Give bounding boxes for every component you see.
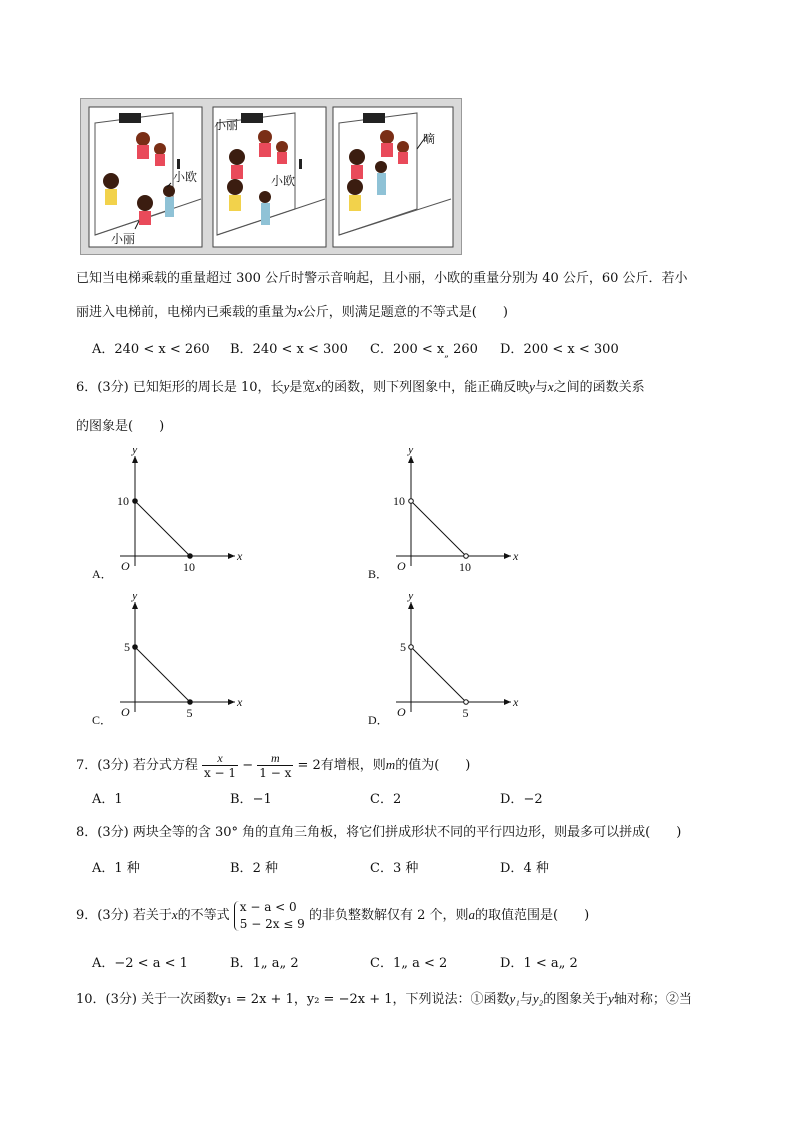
q8-option-b[interactable]: B．2 种 bbox=[230, 861, 278, 876]
origin-label: O bbox=[397, 559, 406, 573]
y-tick-label: 10 bbox=[117, 494, 129, 508]
x-tick-label: 5 bbox=[462, 706, 469, 720]
y-axis-arrow bbox=[132, 602, 138, 609]
endpoint-x bbox=[188, 700, 193, 705]
q8-option-a[interactable]: A．1 种 bbox=[92, 861, 140, 876]
comic-panel-1 bbox=[89, 107, 202, 247]
y-tick-label: 5 bbox=[400, 640, 406, 654]
x-axis-label: x bbox=[237, 549, 243, 563]
panel1-label-ou: 小欧 bbox=[173, 170, 198, 184]
endpoint-y bbox=[409, 499, 414, 504]
q6-line1: 6．(3分) 已知矩形的周长是 10，长y是宽x的函数，则下列图象中，能正确反映y与x之间的函数关系 bbox=[76, 379, 645, 395]
q5-option-c[interactable]: C．$200 < x_„$ 260 bbox=[370, 342, 478, 360]
q6-line2: 的图象是( ) bbox=[76, 419, 165, 434]
x-axis-label: x bbox=[513, 695, 519, 709]
x-axis-arrow bbox=[504, 699, 511, 705]
q9-inequality-system: x − a < 0 5 − 2x ≤ 9 bbox=[234, 899, 305, 933]
endpoint-x bbox=[464, 554, 469, 559]
q5-option-d[interactable]: D．200 < x < 300 bbox=[500, 342, 619, 357]
q10-line: 10．(3分) 关于一次函数y₁ = 2x + 1，y₂ = −2x + 1，下列说法：①函数y₁与y₂的图象关于y轴对称；②当 bbox=[76, 991, 692, 1007]
q6-graph-c[interactable] bbox=[90, 594, 250, 738]
function-line bbox=[135, 501, 190, 556]
endpoint-y bbox=[409, 645, 414, 650]
graph-option-label: B． bbox=[368, 567, 389, 581]
y-axis-label: y bbox=[132, 594, 138, 602]
q5-option-b[interactable]: B．240 < x < 300 bbox=[230, 342, 348, 357]
origin-label: O bbox=[121, 705, 130, 719]
q9-option-a[interactable]: A．−2 < a < 1 bbox=[92, 956, 188, 971]
x-axis-label: x bbox=[237, 695, 243, 709]
elevator-comic-svg bbox=[81, 99, 461, 254]
q7-option-d[interactable]: D．−2 bbox=[500, 792, 543, 807]
endpoint-x bbox=[188, 554, 193, 559]
q9-option-d[interactable]: D．1 < a„ 2 bbox=[500, 956, 578, 971]
y-axis-arrow bbox=[408, 602, 414, 609]
y-axis-label: y bbox=[408, 448, 414, 456]
x-axis-arrow bbox=[228, 699, 235, 705]
q5-line2: 丽进入电梯前，电梯内已乘载的重量为x公斤，则满足题意的不等式是( ) bbox=[76, 304, 508, 320]
graph-option-label: A． bbox=[92, 567, 113, 581]
panel3-label-di: 嘀 bbox=[423, 132, 436, 146]
y-tick-label: 5 bbox=[124, 640, 130, 654]
y-axis-arrow bbox=[132, 456, 138, 463]
q8-option-c[interactable]: C．3 种 bbox=[370, 861, 419, 876]
function-line bbox=[411, 501, 466, 556]
elevator-illustration bbox=[80, 98, 462, 255]
graph-a-svg bbox=[90, 448, 250, 588]
graph-option-label: C． bbox=[92, 713, 113, 727]
x-tick-label: 10 bbox=[459, 560, 471, 574]
panel1-label-li: 小丽 bbox=[111, 232, 136, 246]
endpoint-x bbox=[464, 700, 469, 705]
q8-option-d[interactable]: D．4 种 bbox=[500, 861, 549, 876]
endpoint-y bbox=[133, 499, 138, 504]
q7-option-a[interactable]: A．1 bbox=[92, 792, 123, 807]
q9-line: 9．(3分) 若关于x的不等式 x − a < 0 5 − 2x ≤ 9 的非负整数解仅有 2 个，则a的取值范围是( ) bbox=[76, 899, 590, 931]
q6-graph-d[interactable] bbox=[366, 594, 526, 738]
y-axis-label: y bbox=[132, 448, 138, 456]
y-axis-arrow bbox=[408, 456, 414, 463]
comic-panel-2 bbox=[213, 107, 326, 247]
q7-fraction-1: $\frac{x}{x - 1}$ bbox=[203, 751, 237, 780]
q6-graph-b[interactable] bbox=[366, 448, 526, 592]
endpoint-y bbox=[133, 645, 138, 650]
q7-fraction-2: $\frac{m}{1 - x}$ bbox=[259, 751, 292, 780]
q9-option-c[interactable]: C．1„ a < 2 bbox=[370, 956, 448, 971]
q7-line: 7．(3分) 若分式方程 $\frac{x}{x - 1}$ − $\frac{m}{1 - x}$ = 2有增根，则m的值为( ) bbox=[76, 751, 471, 780]
graph-c-svg bbox=[90, 594, 250, 734]
panel2-label-ou: 小欧 bbox=[271, 174, 296, 188]
q5-option-a[interactable]: A．240 < x < 260 bbox=[92, 342, 210, 357]
x-tick-label: 5 bbox=[186, 706, 193, 720]
q7-option-b[interactable]: B．−1 bbox=[230, 792, 272, 807]
q9-option-b[interactable]: B．1„ a„ 2 bbox=[230, 956, 299, 971]
function-line bbox=[411, 647, 466, 702]
q7-option-c[interactable]: C．2 bbox=[370, 792, 402, 807]
origin-label: O bbox=[121, 559, 130, 573]
function-line bbox=[135, 647, 190, 702]
panel2-label-li: 小丽 bbox=[214, 118, 239, 132]
comic-panel-3 bbox=[333, 107, 453, 247]
graph-d-svg bbox=[366, 594, 526, 734]
x-axis-label: x bbox=[513, 549, 519, 563]
x-axis-arrow bbox=[504, 553, 511, 559]
y-tick-label: 10 bbox=[393, 494, 405, 508]
y-axis-label: y bbox=[408, 594, 414, 602]
q5-line1: 已知当电梯乘载的重量超过 300 公斤时警示音响起，且小丽，小欧的重量分别为 40 公斤，60 公斤．若小 bbox=[76, 271, 688, 286]
graph-b-svg bbox=[366, 448, 526, 588]
x-axis-arrow bbox=[228, 553, 235, 559]
q8-line: 8．(3分) 两块全等的含 30° 角的直角三角板，将它们拼成形状不同的平行四边形，则最多可以拼成( ) bbox=[76, 825, 682, 840]
graph-option-label: D． bbox=[368, 713, 389, 727]
q6-graph-a[interactable] bbox=[90, 448, 250, 592]
origin-label: O bbox=[397, 705, 406, 719]
x-tick-label: 10 bbox=[183, 560, 195, 574]
